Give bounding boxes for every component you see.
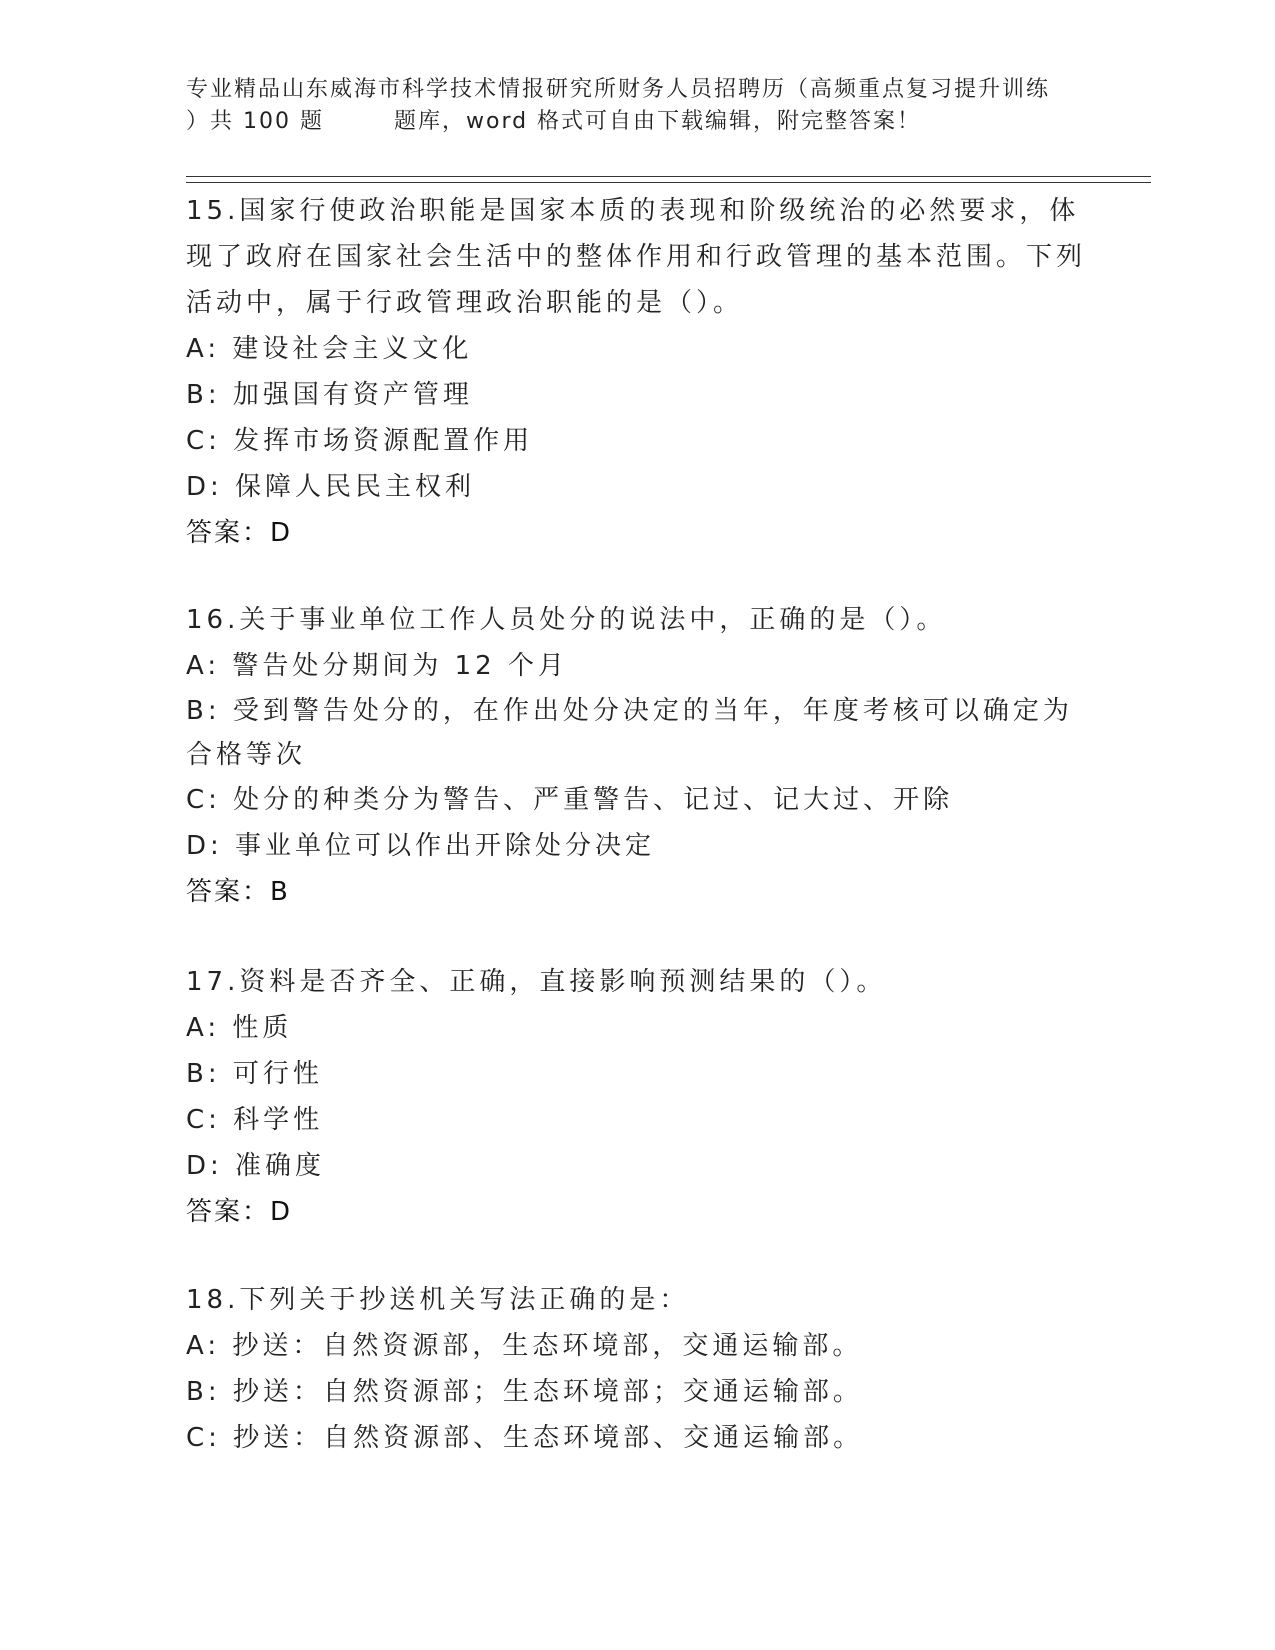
question-18: [186, 1277, 1086, 1461]
option-a: A: 抄送：自然资源部，生态环境部，交通运输部。: [186, 1331, 863, 1361]
option-c: C: 抄送：自然资源部、生态环境部、交通运输部。: [186, 1423, 864, 1453]
option-b: B: 受到警告处分的，在作出处分决定的当年，年度考核可以确定为合格等次: [186, 696, 1073, 770]
option-d: D: 事业单位可以作出开除处分决定: [186, 831, 656, 861]
option-d: D: 保障人民民主权利: [186, 472, 476, 502]
question-stem: 18.下列关于抄送机关写法正确的是：: [186, 1285, 690, 1315]
option-c: C: 科学性: [186, 1105, 324, 1135]
header-description: 题库，word 格式可自由下载编辑，附完整答案！: [393, 109, 922, 134]
header-title-line-2: [186, 106, 1086, 138]
option-b: B: 可行性: [186, 1059, 323, 1089]
question-17: [186, 959, 1086, 1235]
answer: 答案：D: [186, 1197, 293, 1227]
option-c: C: 发挥市场资源配置作用: [186, 426, 534, 456]
question-16: [186, 597, 1086, 915]
question-stem: 17.资料是否齐全、正确，直接影响预测结果的（）。: [186, 967, 887, 997]
header-divider-bottom: [186, 182, 1151, 183]
option-c: C: 处分的种类分为警告、严重警告、记过、记大过、开除: [186, 785, 954, 815]
header-question-count: ）共 100 题: [186, 109, 324, 134]
question-stem: 15.国家行使政治职能是国家本质的表现和阶级统治的必然要求，体现了政府在国家社会生活中的整体作用和行政管理的基本范围。下列活动中，属于行政管理政治职能的是（）。: [186, 196, 1087, 318]
option-a: A: 性质: [186, 1013, 293, 1043]
option-a: A: 警告处分期间为 12 个月: [186, 651, 568, 681]
header-divider-top: [186, 176, 1151, 177]
option-a: A: 建设社会主义文化: [186, 334, 473, 364]
question-stem: 16.关于事业单位工作人员处分的说法中，正确的是（）。: [186, 605, 947, 635]
answer: 答案：B: [186, 877, 290, 907]
document-header: [186, 74, 1086, 138]
question-15: [186, 188, 1086, 556]
option-d: D: 准确度: [186, 1151, 326, 1181]
option-b: B: 加强国有资产管理: [186, 380, 473, 410]
option-b: B: 抄送：自然资源部；生态环境部；交通运输部。: [186, 1377, 863, 1407]
header-title-line-1: 专业精品山东威海市科学技术情报研究所财务人员招聘历（高频重点复习提升训练: [186, 77, 1051, 102]
answer: 答案：D: [186, 518, 293, 548]
